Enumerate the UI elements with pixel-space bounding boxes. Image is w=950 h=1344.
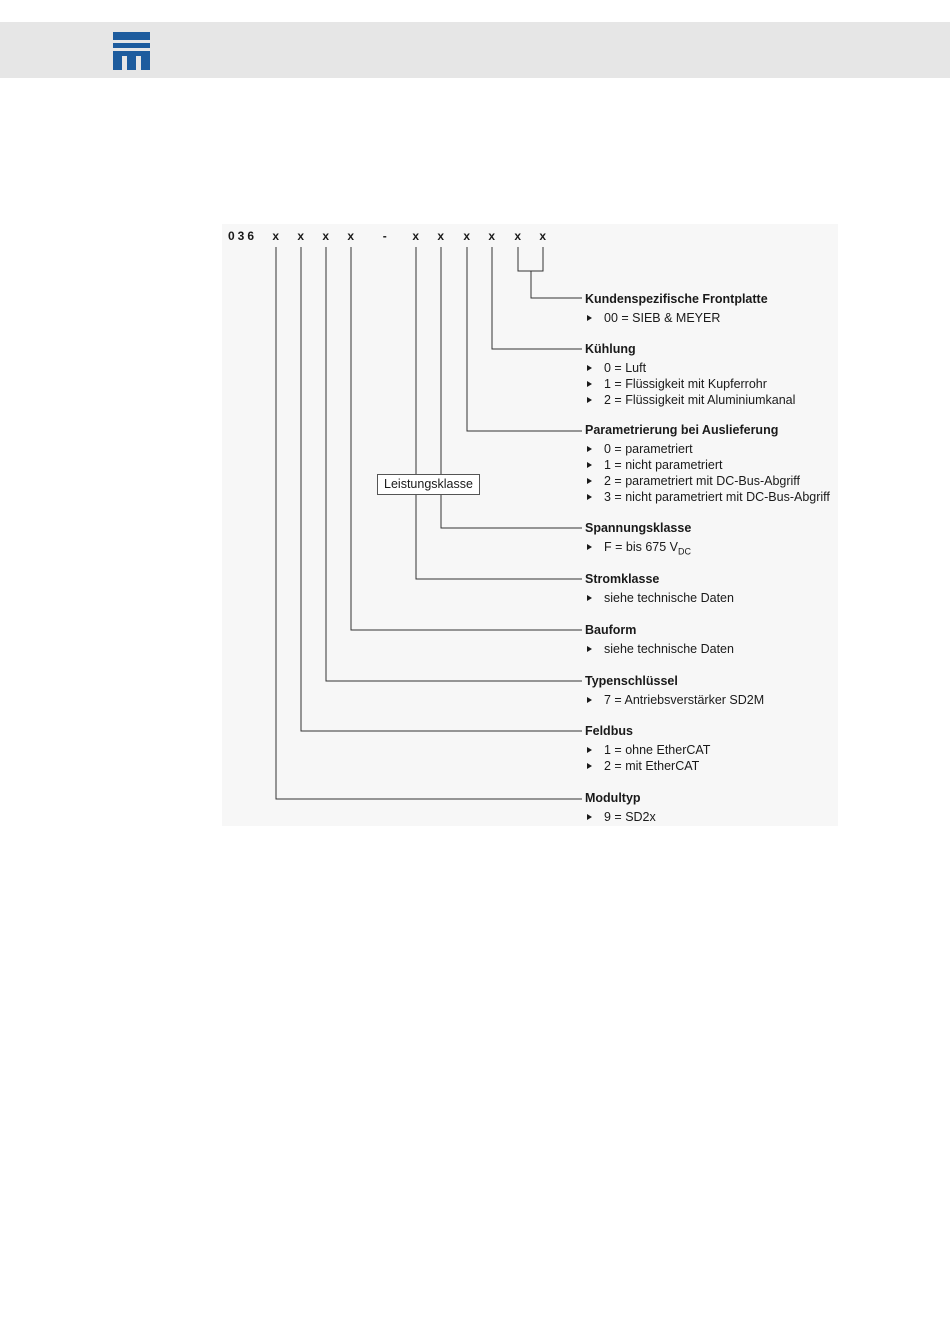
code-char: x <box>488 229 496 243</box>
bullet-icon <box>587 697 592 703</box>
bullet-icon <box>587 544 592 550</box>
bullet-icon <box>587 397 592 403</box>
bullet-icon <box>587 446 592 452</box>
list-item <box>585 310 768 326</box>
item-text: F = bis 675 V <box>604 540 678 554</box>
item-text: 0 = parametriert <box>604 442 693 456</box>
group-title: Kühlung <box>585 342 636 356</box>
leistungsklasse-label: Leistungsklasse <box>377 474 480 495</box>
group-stromklasse <box>585 571 734 606</box>
list-item <box>585 758 710 774</box>
group-title: Parametrierung bei Auslieferung <box>585 423 779 437</box>
item-text: 2 = mit EtherCAT <box>604 759 700 773</box>
bullet-icon <box>587 315 592 321</box>
code-separator: - <box>382 229 388 243</box>
list-item <box>585 809 656 825</box>
group-title: Typenschlüssel <box>585 674 678 688</box>
item-text: 3 = nicht parametriert mit DC-Bus-Abgriff <box>604 490 830 504</box>
group-spannungsklasse <box>585 520 691 560</box>
item-text: 2 = parametriert mit DC-Bus-Abgriff <box>604 474 801 488</box>
item-text: 9 = SD2x <box>604 810 656 824</box>
group-kuehlung <box>585 341 795 408</box>
bullet-icon <box>587 747 592 753</box>
group-parametrierung <box>585 422 830 505</box>
list-item <box>585 392 795 408</box>
group-feldbus <box>585 723 710 774</box>
bullet-icon <box>587 494 592 500</box>
item-text: siehe technische Daten <box>604 642 734 656</box>
bullet-icon <box>587 462 592 468</box>
list-item <box>585 473 830 489</box>
list-item <box>585 742 710 758</box>
item-text: 00 = SIEB & MEYER <box>604 311 721 325</box>
group-title: Stromklasse <box>585 572 660 586</box>
bullet-icon <box>587 365 592 371</box>
list-item <box>585 441 830 457</box>
code-char: x <box>297 229 305 243</box>
group-title: Bauform <box>585 623 637 637</box>
code-char: x <box>539 229 547 243</box>
bullet-icon <box>587 595 592 601</box>
item-text: 7 = Antriebsverstärker SD2M <box>604 693 765 707</box>
code-char: x <box>347 229 355 243</box>
code-char: x <box>412 229 420 243</box>
item-text: 1 = nicht parametriert <box>604 458 723 472</box>
code-char: x <box>437 229 445 243</box>
group-bauform <box>585 622 734 657</box>
code-char: x <box>514 229 522 243</box>
list-item <box>585 457 830 473</box>
list-item <box>585 539 691 560</box>
item-text: 0 = Luft <box>604 361 647 375</box>
list-item <box>585 590 734 606</box>
bullet-icon <box>587 814 592 820</box>
list-item <box>585 360 795 376</box>
code-char: x <box>272 229 280 243</box>
code-prefix: 036 <box>228 229 258 243</box>
group-title: Feldbus <box>585 724 633 738</box>
group-title: Modultyp <box>585 791 641 805</box>
bullet-icon <box>587 646 592 652</box>
list-item <box>585 641 734 657</box>
code-char: x <box>463 229 471 243</box>
item-text: 2 = Flüssigkeit mit Aluminiumkanal <box>604 393 796 407</box>
group-title: Spannungsklasse <box>585 521 692 535</box>
bullet-icon <box>587 381 592 387</box>
code-char: x <box>322 229 330 243</box>
group-typenschluessel <box>585 673 764 708</box>
list-item <box>585 376 795 392</box>
group-modultyp <box>585 790 656 825</box>
item-text: 1 = ohne EtherCAT <box>604 743 711 757</box>
bullet-icon <box>587 478 592 484</box>
list-item <box>585 489 830 505</box>
bullet-icon <box>587 763 592 769</box>
item-subscript: DC <box>678 546 691 557</box>
group-frontplatte <box>585 291 768 326</box>
group-title: Kundenspezifische Frontplatte <box>585 292 768 306</box>
sieb-meyer-logo <box>113 32 150 70</box>
list-item <box>585 692 764 708</box>
item-text: 1 = Flüssigkeit mit Kupferrohr <box>604 377 767 391</box>
item-text: siehe technische Daten <box>604 591 734 605</box>
